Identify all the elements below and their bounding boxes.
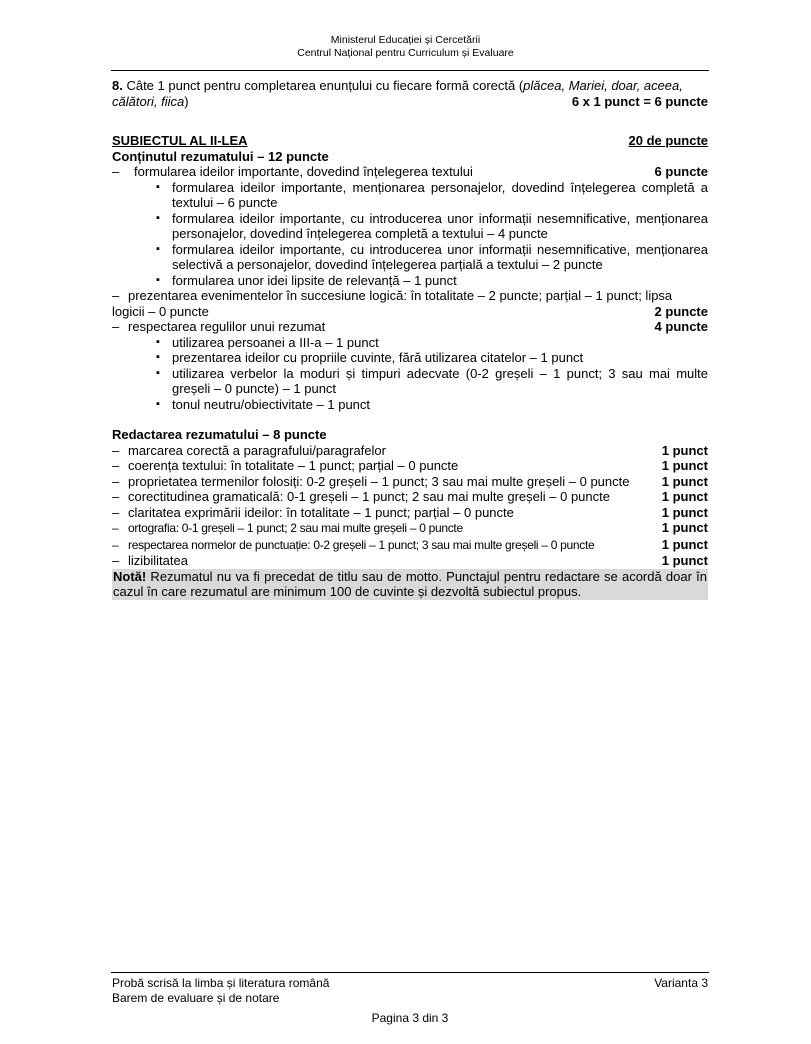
- list-item: ▪ prezentarea ideilor cu propriile cuvinte, fără utilizarea citatelor – 1 punct: [112, 350, 708, 366]
- footer-variant: Varianta 3: [654, 976, 708, 990]
- footer-divider: [111, 972, 709, 973]
- writing-item: [112, 505, 708, 521]
- writing-item-text: ortografia: 0-1 greșeli – 1 punct; 2 sau mai multe greșeli – 0 puncte: [128, 521, 463, 535]
- writing-item: [112, 443, 708, 459]
- writing-item-text: marcarea corectă a paragrafului/paragrafelor: [128, 442, 386, 458]
- item-8: [112, 78, 708, 109]
- dash-marker: –: [112, 553, 120, 568]
- item-8-points: 6 x 1 punct = 6 puncte: [571, 93, 708, 109]
- list-item: ▪ formularea ideilor importante, cu introducerea unor informații nesemnificative, menționarea personajelor, dovedind înțelegerea completă a textului – 4 puncte: [112, 211, 708, 242]
- writing-item-points: 1 punct: [661, 504, 708, 520]
- writing-item: [112, 520, 708, 537]
- subject-title-row: [112, 133, 708, 149]
- writing-item-text: respectarea normelor de punctuație: 0-2 greșeli – 1 punct; 3 sau mai multe greșeli – 0 puncte: [128, 537, 595, 552]
- list-item: ▪ utilizarea persoanei a III-a – 1 punct: [112, 335, 708, 351]
- dash-marker: –: [112, 458, 120, 473]
- content-item-3-bullets: [112, 335, 708, 413]
- document-body: [112, 78, 708, 600]
- footer-exam: Probă scrisă la limba și literatura română: [112, 976, 330, 990]
- writing-item-points: 1 punct: [661, 520, 708, 535]
- list-item: ▪ utilizarea verbelor la moduri și timpuri adecvate (0-2 greșeli – 1 punct; 3 sau mai multe greșeli – 0 puncte) – 1 punct: [112, 366, 708, 397]
- content-item-1-text: formularea ideilor importante, dovedind înțelegerea textului: [134, 164, 473, 179]
- dash-marker: –: [112, 504, 120, 520]
- content-item-2-points: 2 puncte: [654, 303, 708, 319]
- writing-item-points: 1 punct: [661, 536, 708, 552]
- writing-item-points: 1 punct: [661, 489, 708, 504]
- content-item-3-text: respectarea regulilor unui rezumat: [128, 319, 326, 334]
- writing-item-text: lizibilitatea: [128, 553, 188, 568]
- note-text: Rezumatul nu va fi precedat de titlu sau de motto. Punctajul pentru redactare se acordă doar în cazul în care rezumatul are minimum 100 de cuvinte și dezvoltă subiectul propus.: [113, 568, 707, 599]
- content-item-1-points: 6 puncte: [654, 164, 708, 179]
- writing-item-points: 1 punct: [661, 442, 708, 458]
- dash-marker: –: [112, 319, 120, 334]
- content-item-2-text-line1: prezentarea evenimentelor în succesiune logică: în totalitate – 2 puncte; parțial – 1 punct; lipsa: [128, 288, 673, 303]
- writing-item-text: coerența textului: în totalitate – 1 punct; parțial – 0 puncte: [128, 458, 459, 473]
- note-label: Notă!: [113, 568, 147, 584]
- writing-item-points: 1 punct: [661, 553, 708, 568]
- page-number: Pagina 3 din 3: [371, 1011, 449, 1025]
- content-item-1: [112, 164, 708, 180]
- center-name: Centrul Național pentru Curriculum și Evaluare: [297, 47, 514, 59]
- footer-scheme: Barem de evaluare și de notare: [112, 990, 280, 1005]
- page-footer: [112, 976, 708, 1026]
- subject-points: 20 de puncte: [628, 133, 708, 148]
- content-item-1-bullets: [112, 180, 708, 289]
- writing-item: [112, 553, 708, 569]
- writing-item: [112, 537, 708, 554]
- content-item-2-text-line2: logicii – 0 puncte: [112, 303, 209, 319]
- dash-marker: –: [112, 521, 119, 535]
- writing-item-text: corectitudinea gramaticală: 0-1 greșeli – 1 punct; 2 sau mai multe greșeli – 0 puncte: [128, 489, 610, 504]
- dash-marker: –: [112, 164, 120, 179]
- writing-item-text: proprietatea termenilor folosiți: 0-2 greșeli – 1 punct; 3 sau mai multe greșeli – 0 puncte: [128, 473, 630, 489]
- list-item: ▪ formularea ideilor importante, menționarea personajelor, dovedind înțelegerea completă a textului – 6 puncte: [112, 180, 708, 211]
- header-divider: [111, 70, 709, 71]
- content-item-3-points: 4 puncte: [654, 319, 708, 334]
- dash-marker: –: [112, 489, 120, 504]
- writing-item-text: claritatea exprimării ideilor: în totalitate – 1 punct; parțial – 0 puncte: [128, 504, 514, 520]
- item-8-forms-line1: plăcea, Mariei, doar, aceea,: [523, 78, 683, 93]
- dash-marker: –: [112, 537, 119, 552]
- content-item-2: [112, 288, 708, 319]
- list-item: ▪ formularea unor idei lipsite de relevanță – 1 punct: [112, 273, 708, 289]
- item-8-close-paren: ): [184, 93, 189, 109]
- list-item: ▪ formularea ideilor importante, cu introducerea unor informații nesemnificative, menționarea selectivă a personajelor, dovedind înțelegerea parțială a textului – 2 puncte: [112, 242, 708, 273]
- list-item: ▪ tonul neutru/obiectivitate – 1 punct: [112, 397, 708, 413]
- content-item-3: [112, 319, 708, 335]
- item-8-text: Câte 1 punct pentru completarea enunțului cu fiecare formă corectă (: [122, 78, 524, 93]
- item-8-forms-line2: călători, fiica: [112, 93, 185, 109]
- writing-item-points: 1 punct: [661, 473, 708, 489]
- subject-title: SUBIECTUL AL II-LEA: [112, 133, 248, 148]
- writing-item: [112, 474, 708, 490]
- note-box: [112, 569, 708, 600]
- dash-marker: –: [112, 442, 120, 458]
- writing-item: [112, 489, 708, 505]
- content-section-title: Conținutul rezumatului – 12 puncte: [112, 148, 329, 164]
- dash-marker: –: [112, 288, 120, 303]
- item-8-number: 8.: [112, 78, 123, 93]
- writing-item: [112, 458, 708, 474]
- writing-item-points: 1 punct: [661, 458, 708, 473]
- dash-marker: –: [112, 473, 120, 489]
- ministry-name: Ministerul Educației și Cercetării: [330, 34, 481, 46]
- page-header: [0, 34, 811, 60]
- writing-section-title: Redactarea rezumatului – 8 puncte: [112, 427, 327, 442]
